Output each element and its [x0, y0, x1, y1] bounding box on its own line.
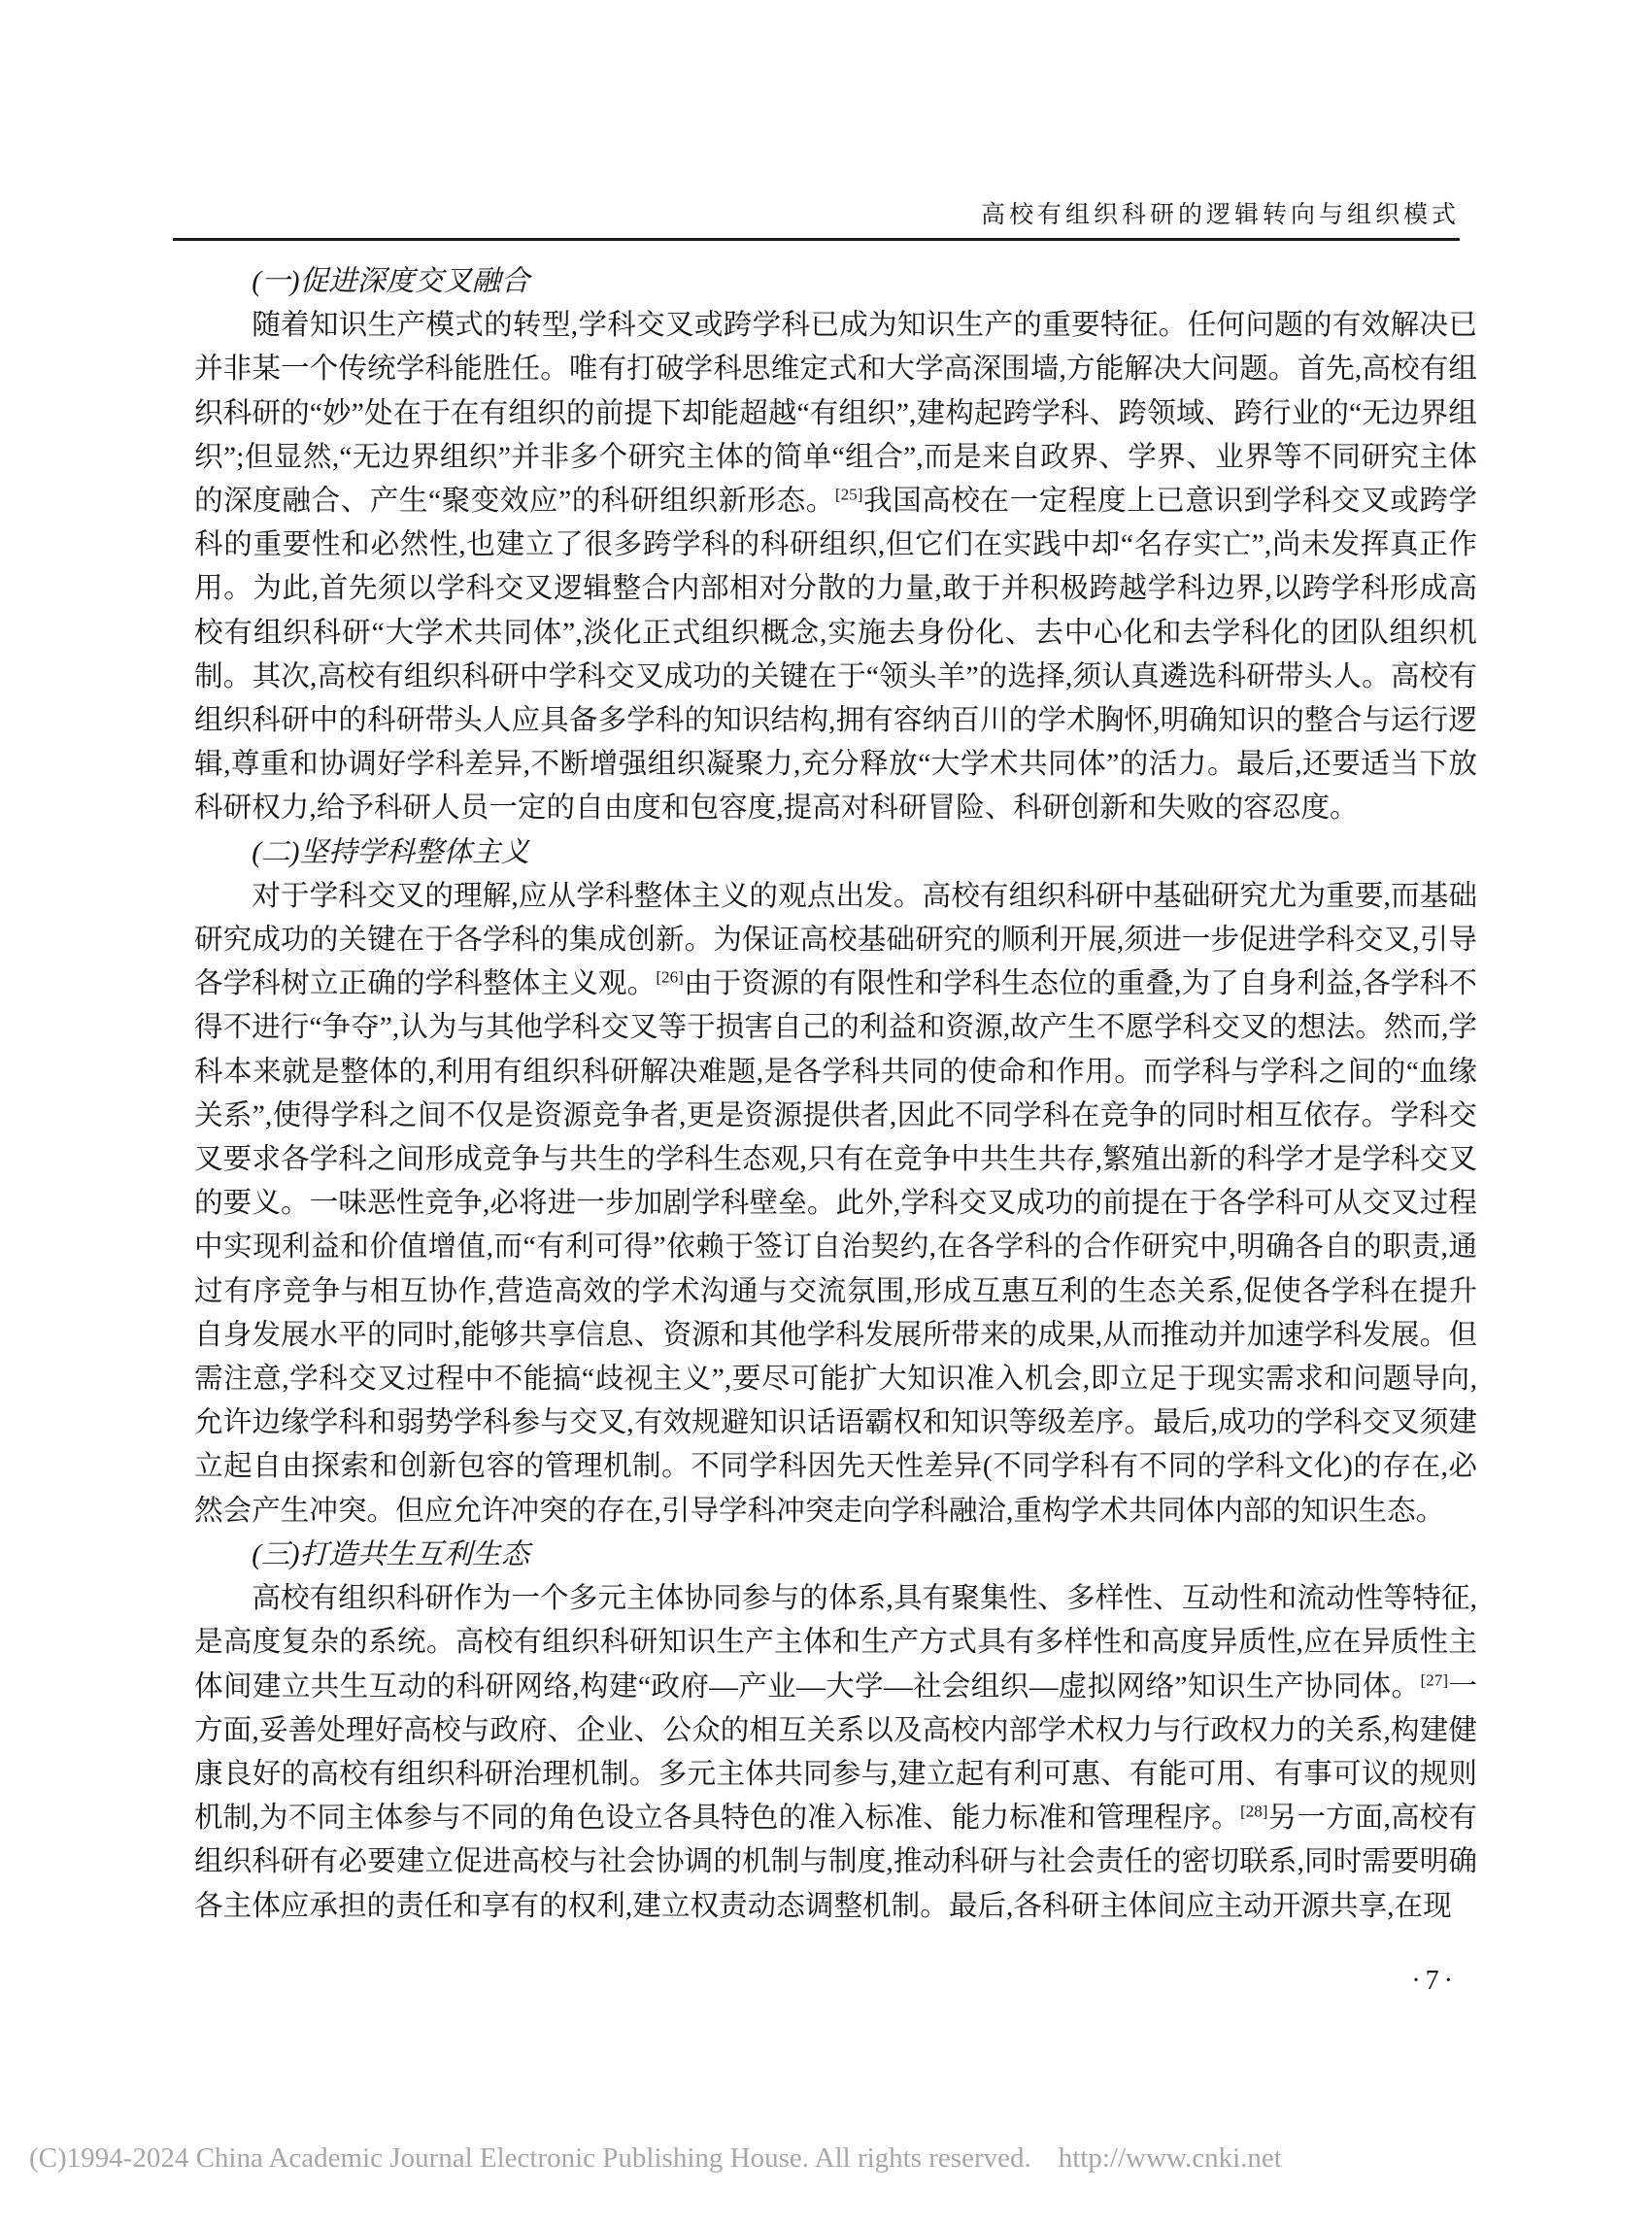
page-number: ·7·: [1411, 1966, 1458, 1996]
section-heading: (一)促进深度交叉融合: [252, 266, 530, 297]
paragraph-text: 另一方面,高校有组织科研有必要建立促进高校与社会协调的机制与制度,推动科研与社会责任的密切联系,同时需要明确各主体应承担的责任和享有的权利,建立权责动态调整机制。最后,各科研主体间应主动开源共享,在现: [194, 1803, 1477, 1922]
citation-ref: [27]: [1420, 1670, 1449, 1690]
paragraph-text: 对于学科交叉的理解,应从学科整体主义的观点出发。高校有组织科研中基础研究尤为重要,而基础研究成功的关键在于各学科的集成创新。为保证高校基础研究的顺利开展,须进一步促进学科交叉,引导各学科树立正确的学科整体主义观。: [194, 880, 1477, 1000]
footer-url: http://www.cnki.net: [1058, 2142, 1282, 2174]
paragraph-text: 一方面,妥善处理好高校与政府、企业、公众的相互关系以及高校内部学术权力与行政权力的关系,构建健康良好的高校有组织科研治理机制。多元主体共同参与,建立起有利可惠、有能可用、有事可议的规则机制,为不同主体参与不同的角色设立各具特色的准入标准、能力标准和管理程序。: [194, 1670, 1478, 1835]
paragraph-text: 高校有组织科研作为一个多元主体协同参与的体系,具有聚集性、多样性、互动性和流动性等特征,是高度复杂的系统。高校有组织科研知识生产主体和生产方式具有多样性和高度异质性,应在异质性主体间建立共生互动的科研网络,构建“政府—产业—大学—社会组织—虚拟网络”知识生产协同体。: [194, 1583, 1477, 1703]
paragraph: [194, 1577, 1477, 1929]
running-title: 高校有组织科研的逻辑转向与组织模式: [980, 202, 1460, 228]
section-heading: (三)打造共生互利生态: [252, 1538, 530, 1570]
paragraph-text: 随着知识生产模式的转型,学科交叉或跨学科已成为知识生产的重要特征。任何问题的有效解决已并非某一个传统学科能胜任。唯有打破学科思维定式和大学高深围墙,方能解决大问题。首先,高校有组织科研的“妙”处在于在有组织的前提下却能超越“有组织”,建构起跨学科、跨领域、跨行业的“无边界组织”;但显然,“无边界组织”并非多个研究主体的简单“组合”,而是来自政界、学界、业界等不同研究主体的深度融合、产生“聚变效应”的科研组织新形态。: [194, 310, 1477, 518]
article-body: [194, 260, 1477, 1929]
paragraph: [194, 875, 1477, 1534]
citation-ref: [28]: [1239, 1802, 1268, 1821]
page-footer: [29, 2142, 1633, 2175]
paragraph-text: 我国高校在一定程度上已意识到学科交叉或跨学科的重要性和必然性,也建立了很多跨学科的科研组织,但它们在实践中却“名存实亡”,尚未发挥真正作用。为此,首先须以学科交叉逻辑整合内部相对分散的力量,敢于并积极跨越学科边界,以跨学科形成高校有组织科研“大学术共同体”,淡化正式组织概念,实施去身份化、去中心化和去学科化的团队组织机制。其次,高校有组织科研中学科交叉成功的关键在于“领头羊”的选择,须认真遴选科研带头人。高校有组织科研中的科研带头人应具备多学科的知识结构,拥有容纳百川的学术胸怀,明确知识的整合与运行逻辑,尊重和协调好学科差异,不断增强组织凝聚力,充分释放“大学术共同体”的活力。最后,还要适当下放科研权力,给予科研人员一定的自由度和包容度,提高对科研冒险、科研创新和失败的容忍度。: [194, 486, 1477, 825]
paragraph-text: 由于资源的有限性和学科生态位的重叠,为了自身利益,各学科不得不进行“争夺”,认为与其他学科交叉等于损害自己的利益和资源,故产生不愿学科交叉的想法。然而,学科本来就是整体的,利用有组织科研解决难题,是各学科共同的使命和作用。而学科与学科之间的“血缘关系”,使得学科之间不仅是资源竞争者,更是资源提供者,因此不同学科在竞争的同时相互依存。学科交叉要求各学科之间形成竞争与共生的学科生态观,只有在竞争中共生共存,繁殖出新的科学才是学科交叉的要义。一味恶性竞争,必将进一步加剧学科壁垒。此外,学科交叉成功的前提在于各学科可从交叉过程中实现利益和价值增值,而“有利可得”依赖于签订自治契约,在各学科的合作研究中,明确各自的职责,通过有序竞争与相互协作,营造高效的学术沟通与交流氛围,形成互惠互利的生态关系,促使各学科在提升自身发展水平的同时,能够共享信息、资源和其他学科发展所带来的成果,从而推动并加速学科发展。但需注意,学科交叉过程中不能搞“歧视主义”,要尽可能扩大知识准入机会,即立足于现实需求和问题导向,允许边缘学科和弱势学科参与交叉,有效规避知识话语霸权和知识等级差序。最后,成功的学科交叉须建立起自由探索和创新包容的管理机制。不同学科因先天性差异(不同学科有不同的学科文化)的存在,必然会产生冲突。但应允许冲突的存在,引导学科冲突走向学科融洽,重构学术共同体内部的知识生态。: [194, 968, 1478, 1527]
section-heading: (二)坚持学科整体主义: [252, 836, 530, 868]
citation-ref: [25]: [834, 485, 863, 504]
header-rule: [173, 238, 1460, 241]
copyright-text: (C)1994-2024 China Academic Journal Electronic Publishing House. All rights reserved.: [29, 2142, 1031, 2174]
paragraph: [194, 304, 1477, 830]
citation-ref: [26]: [656, 967, 684, 987]
